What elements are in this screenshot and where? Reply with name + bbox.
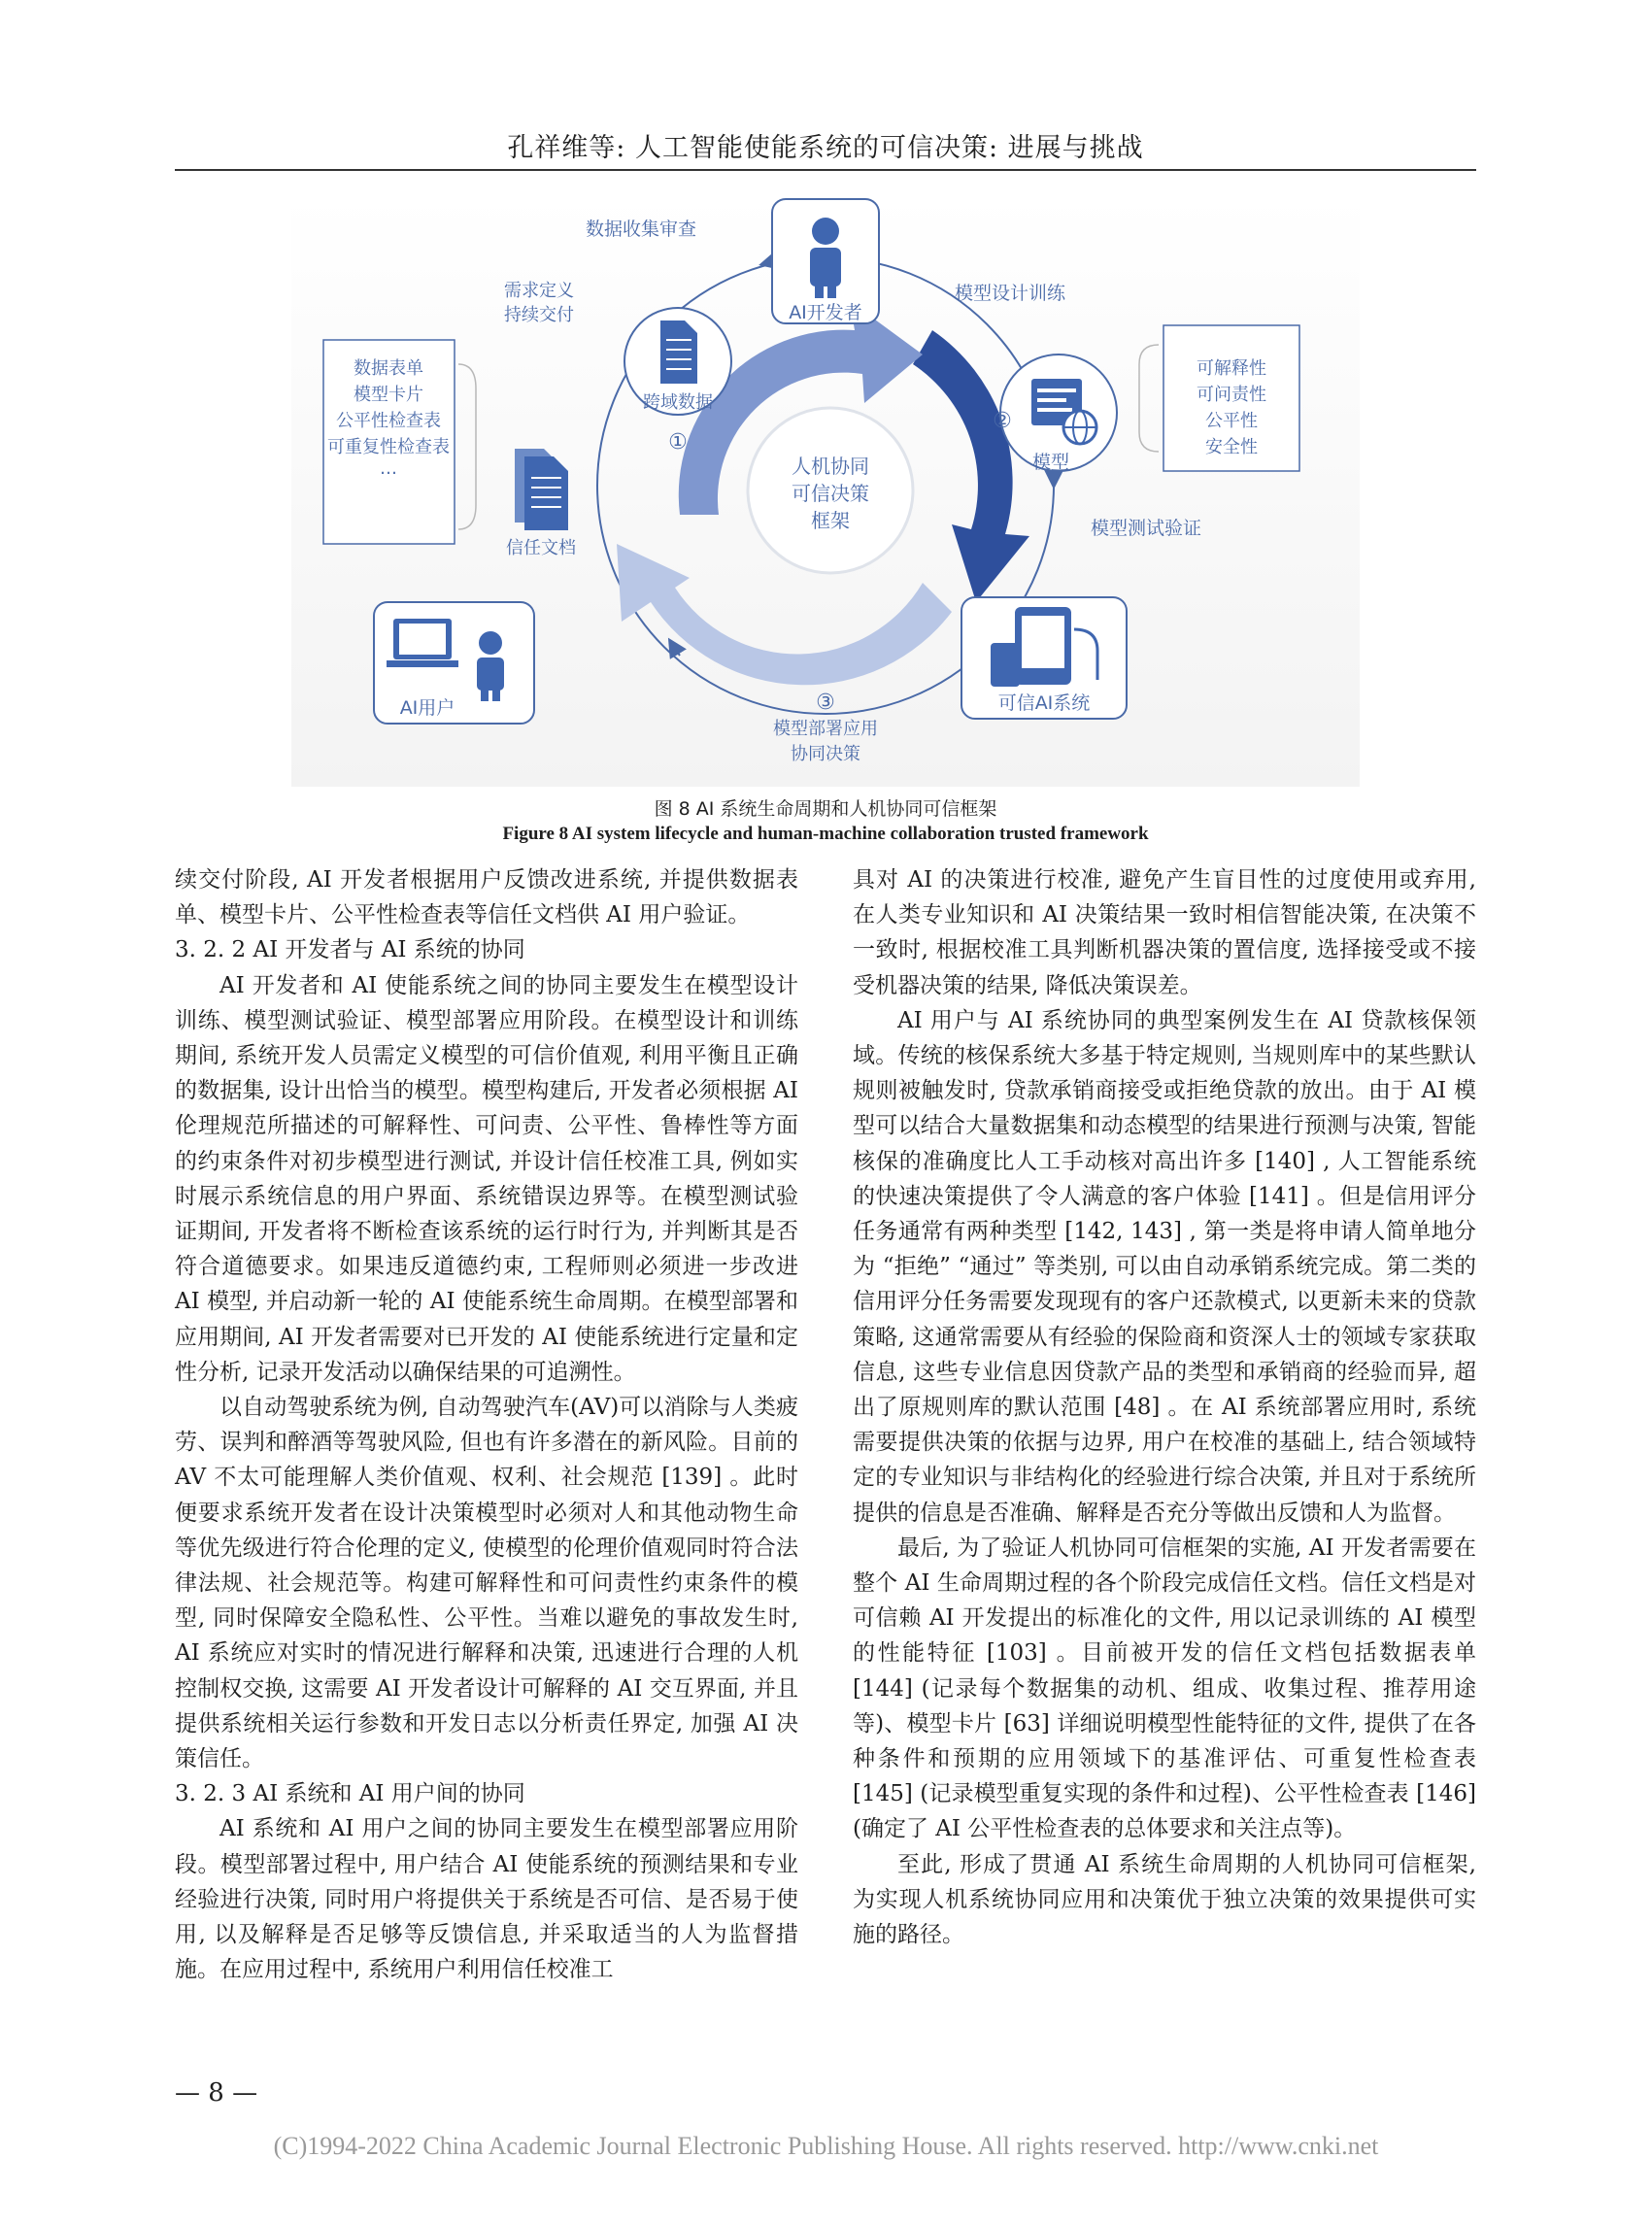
left-column: [175, 862, 798, 1988]
document-icon: [660, 320, 697, 384]
developer-label: AI开发者: [789, 302, 862, 323]
copyright-line: (C)1994-2022 China Academic Journal Electronic Publishing House. All rights reserved. http://www.cnki.net: [273, 2132, 1379, 2160]
running-header: 孔祥维等: 人工智能使能系统的可信决策: 进展与挑战: [507, 133, 1144, 163]
figure-caption-zh: 图 8 AI 系统生命周期和人机协同可信框架: [654, 798, 997, 820]
right-box-item-4: 安全性: [1205, 437, 1258, 457]
section-heading: 3. 2. 3 AI 系统和 AI 用户间的协同: [175, 1781, 525, 1807]
stage-model-test: 模型测试验证: [1090, 518, 1202, 539]
system-label: 可信AI系统: [997, 692, 1091, 714]
paragraph: 最后, 为了验证人机协同可信框架的实施, AI 开发者需要在整个 AI 生命周期过程的各个阶段完成信任文档。信任文档是对可信赖 AI 开发提出的标准化的文件, 用以记录训练的 AI 模型的性能特征 [103] 。目前被开发的信任文档包括数据表单 [144] (记录每个数据集的动机、组成、收集过程、推荐用途等)、模型卡片 [63] 详细说明模型性能特征的文件, 提供了在各种条件和预期的应用领域下的基准评估、可重复性检查表 [145] (记录模型重复实现的条件和过程)、公平性检查表 [146] (确定了 AI 公平性检查表的总体要求和关注点等)。: [853, 1535, 1476, 1842]
model-label: 模型: [1031, 452, 1070, 473]
paragraph: 续交付阶段, AI 开发者根据用户反馈改进系统, 并提供数据表单、模型卡片、公平性检查表等信任文档供 AI 用户验证。: [175, 867, 798, 928]
stage-model-design: 模型设计训练: [954, 283, 1066, 304]
left-box-item-4: 可重复性检查表: [327, 437, 450, 457]
figure-caption-en: Figure 8 AI system lifecycle and human-machine collaboration trusted framework: [502, 824, 1149, 844]
stage-requirements-1: 需求定义: [504, 281, 574, 301]
right-box-item-1: 可解释性: [1197, 358, 1266, 379]
paragraph: AI 系统和 AI 用户之间的协同主要发生在模型部署应用阶段。模型部署过程中, 用户结合 AI 使能系统的预测结果和专业经验进行决策, 同时用户将提供关于系统是否可信、是否易于使用, 以及解释是否足够等反馈信息, 并采取适当的人为监督措施。在应用过程中, 系统用户利用信任校准工: [175, 1816, 798, 1983]
left-box-item-3: 公平性检查表: [336, 411, 441, 431]
stage-data-review: 数据收集审查: [585, 219, 697, 240]
right-box-item-3: 公平性: [1205, 411, 1258, 431]
center-label-3: 框架: [811, 509, 850, 532]
section-heading: 3. 2. 2 AI 开发者与 AI 系统的协同: [175, 937, 525, 963]
marker-2: ②: [993, 409, 1012, 433]
lifecycle-figure: [291, 194, 1360, 787]
user-label: AI用户: [399, 697, 455, 719]
left-box-item-2: 模型卡片: [354, 385, 423, 405]
page-number: — 8 —: [175, 2078, 258, 2108]
cross-domain-label: 跨域数据: [643, 392, 713, 413]
paragraph: AI 开发者和 AI 使能系统之间的协同主要发生在模型设计训练、模型测试验证、模型部署应用阶段。在模型设计和训练期间, 系统开发人员需定义模型的可信价值观, 利用平衡且正确的数据集, 设计出恰当的模型。模型构建后, 开发者必须根据 AI 伦理规范所描述的可解释性、可问责、公平性、鲁棒性等方面的约束条件对初步模型进行测试, 并设计信任校准工具, 例如实时展示系统信息的用户界面、系统错误边界等。在模型测试验证期间, 开发者将不断检查该系统的运行时行为, 并判断其是否符合道德要求。如果违反道德约束, 工程师则必须进一步改进 AI 模型, 并启动新一轮的 AI 使能系统生命周期。在模型部署和应用期间, AI 开发者需要对已开发的 AI 使能系统进行定量和定性分析, 记录开发活动以确保结果的可追溯性。: [175, 972, 798, 1385]
center-label-2: 可信决策: [792, 482, 869, 505]
center-label-1: 人机协同: [792, 455, 869, 478]
stage-requirements-2: 持续交付: [504, 305, 574, 325]
right-box-item-2: 可问责性: [1197, 385, 1266, 405]
paragraph: 至此, 形成了贯通 AI 系统生命周期的人机协同可信框架, 为实现人机系统协同应用和决策优于独立决策的效果提供可实施的路径。: [853, 1851, 1476, 1948]
paragraph: 以自动驾驶系统为例, 自动驾驶汽车(AV)可以消除与人类疲劳、误判和醉酒等驾驶风险, 但也有许多潜在的新风险。目前的 AV 不太可能理解人类价值观、权利、社会规范 [139] 。此时便要求系统开发者在设计决策模型时必须对人和其他动物生命等优先级进行符合伦理的定义, 使模型的伦理价值观同时符合法律法规、社会规范等。构建可解释性和可问责性约束条件的模型, 同时保障安全隐私性、公平性。当难以避免的事故发生时, AI 系统应对实时的情况进行解释和决策, 迅速进行合理的人机控制权交换, 这需要 AI 开发者设计可解释的 AI 交互界面, 并且提供系统相关运行参数和开发日志以分析责任界定, 加强 AI 决策信任。: [175, 1395, 798, 1772]
marker-1: ①: [668, 430, 688, 455]
stage-deploy-2: 协同决策: [791, 744, 860, 764]
trust-docs-label: 信任文档: [506, 538, 576, 558]
stage-deploy-1: 模型部署应用: [773, 719, 878, 739]
paragraph: AI 用户与 AI 系统协同的典型案例发生在 AI 贷款核保领域。传统的核保系统大多基于特定规则, 当规则库中的某些默认规则被触发时, 贷款承销商接受或拒绝贷款的放出。由于 AI 模型可以结合大量数据集和动态模型的结果进行预测与决策, 智能核保的准确度比人工手动核对高出许多 [140] , 人工智能系统的快速决策提供了令人满意的客户体验 [141] 。但是信用评分任务通常有两种类型 [142, 143] , 第一类是将申请人简单地分为 “拒绝” “通过” 等类别, 可以由自动承销系统完成。第二类的信用评分任务需要发现现有的客户还款模式, 以更新未来的贷款策略, 这通常需要从有经验的保险商和资深人士的领域专家获取信息, 这些专业信息因贷款产品的类型和承销商的经验而异, 超出了原规则库的默认范围 [48] 。在 AI 系统部署应用时, 系统需要提供决策的依据与边界, 用户在校准的基础上, 结合领域特定的专业知识与非结构化的经验进行综合决策, 并且对于系统所提供的信息是否准确、解释是否充分等做出反馈和人为监督。: [853, 1007, 1476, 1526]
person-icon: [810, 218, 841, 298]
left-box-item-1: 数据表单: [354, 358, 423, 379]
right-column: [853, 862, 1476, 1952]
header-rule: [175, 169, 1476, 171]
paragraph: 具对 AI 的决策进行校准, 避免产生盲目性的过度使用或弃用, 在人类专业知识和 AI 决策结果一致时相信智能决策, 在决策不一致时, 根据校准工具判断机器决策的置信度, 选择接受或不接受机器决策的结果, 降低决策误差。: [853, 867, 1476, 998]
marker-3: ③: [816, 691, 835, 715]
left-box-item-5: …: [380, 458, 397, 479]
